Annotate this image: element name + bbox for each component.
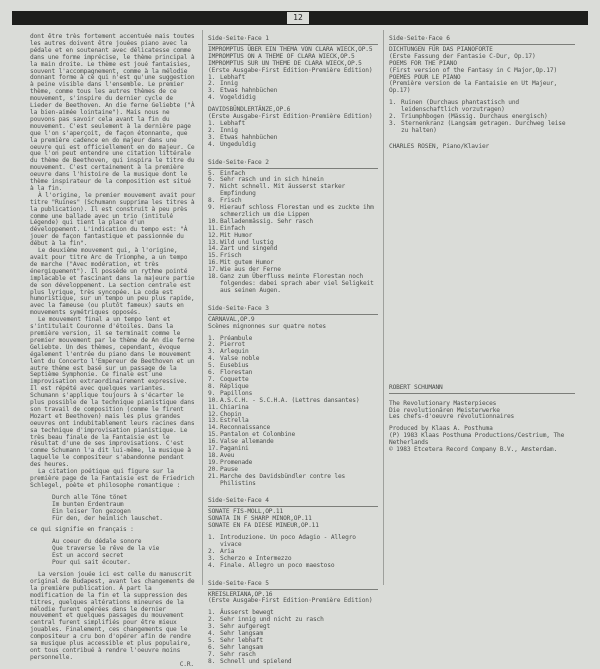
track-title: Sehr lebhaft [220, 636, 263, 644]
track-title: Réplique [220, 382, 249, 390]
track-list [208, 610, 378, 665]
track-title: Etwas hahnbüchen [220, 87, 278, 95]
series-title: Die revolutionären Meisterwerke [389, 406, 500, 414]
poem-line: Durch alle Töne tönet [52, 493, 128, 501]
track-title: Pause [220, 465, 238, 473]
tracklist-column [208, 34, 378, 666]
producer-credit: Produced by Klaas A. Posthuma [389, 425, 493, 433]
work-subtitle: (Première version de la Fantaisie en Ut Majeur, Op.17) [389, 80, 558, 95]
track-row [208, 659, 378, 666]
work-subtitle: (Erste Ausgabe·First Edition·Première Edition) [208, 113, 373, 121]
track-row [389, 121, 575, 135]
track-title: Lebhaft [220, 73, 246, 81]
poem-line: Que traverse le rêve de la vie [52, 545, 160, 553]
track-list [208, 336, 378, 488]
track-title: Sehr rasch [220, 650, 256, 658]
work-title: SONATE EN FA DIESE MINEUR,OP.11 [208, 522, 319, 530]
track-number: 6. [208, 176, 216, 184]
track-row [208, 638, 378, 645]
track-title: Aria [220, 547, 235, 555]
track-list [208, 171, 378, 295]
series-title: The Revolutionary Masterpieces [389, 399, 497, 407]
track-title: Innig [220, 126, 238, 134]
track-number: 4. [208, 140, 216, 148]
track-title: Hierauf schloss Florestan und es zuckte ihm schmerzlich um die Lippen [220, 204, 374, 218]
side-header: Side·Seite·Face 2 [208, 160, 378, 169]
track-title: Sehr langsam [220, 630, 263, 638]
work-subtitle: (Erste Ausgabe·First Edition·Première Edition) [208, 597, 373, 605]
track-number: 2. [389, 113, 397, 121]
track-title: Ungeduldig [220, 140, 256, 148]
track-number: 7. [208, 650, 216, 658]
track-row [208, 95, 378, 102]
track-title: Triumphbogen (Mässig. Durchaus energisch) [401, 113, 548, 121]
track-title: Sternenkranz (Langsam getragen. Durchweg leise zu halten) [401, 119, 566, 134]
track-title: Florestan [220, 369, 253, 377]
track-number: 3. [208, 87, 216, 95]
track-number: 1. [208, 334, 216, 342]
track-title: Introduzione. Un poco Adagio - Allegro vivace [220, 534, 356, 548]
track-row [208, 142, 378, 149]
work-title: IMPROMPTUS ÜBER EIN THEMA VON CLARA WIECK,OP.5 [208, 45, 373, 53]
work-title: DAVIDSBÜNDLERTÄNZE,OP.6 [208, 106, 291, 114]
track-number: 2. [208, 80, 216, 88]
track-number: 11. [208, 224, 219, 232]
phonogram-copyright: (P) 1983 Klaas Posthuma Productions/Cestrium, The Netherlands [389, 432, 565, 447]
track-title: Zart und singend [220, 245, 278, 253]
track-number: 17. [208, 445, 219, 453]
track-title: Sehr rasch und in sich hinein [220, 176, 324, 184]
track-title: Pantalon et Colombine [220, 431, 296, 439]
track-title: Papillons [220, 389, 253, 397]
track-number: 13. [208, 417, 219, 425]
track-title: Valse noble [220, 355, 260, 363]
notes-paragraph: Le deuxième mouvement qui, à l'origine, avait pour titre Arc de Triomphe, a un tempo de marche ("Avec modération, et très énergiquement"). Il possède un rythme pointé implacable et fascinant dans la majeure partie de son développement. La section centrale est plus lyrique, très syncopée. La coda est humoristique, sur un tempo un peu plus rapide, avec la fameuse (ou plutôt fameux) sauts en mouvements symétriques opposés. [30, 247, 195, 317]
track-title: Estrella [220, 417, 249, 425]
notes-paragraph: À l'origine, le premier mouvement avait pour titre "Ruines" (Schumann supprima les titres à la publication). Il est construit à peu près comme une ballade avec un trio (intitulé Légende) qui tient la place d'un développement. L'indication du tempo est: "À jouer de façon fantastique et passionnée du début à la fin". [30, 191, 196, 248]
track-number: 13. [208, 238, 219, 246]
poem-line: Pour qui sait écouter. [52, 559, 131, 567]
track-title: Sehr aufgeregt [220, 623, 271, 631]
track-number: 10. [208, 217, 219, 225]
track-number: 3. [389, 119, 397, 127]
work-title: IMPROMPTUS ON A THEME OF CLARA WIECK,OP.5 [208, 52, 355, 60]
track-number: 4. [208, 561, 216, 569]
track-number: 2. [208, 616, 216, 624]
track-title: Coquette [220, 375, 249, 383]
work-title: DICHTUNGEN FÜR DAS PIANOFORTE [389, 45, 493, 53]
poem-line: Für den, der heimlich lauschet. [52, 514, 163, 522]
track-number: 4. [208, 94, 216, 102]
track-title: Einfach [220, 169, 246, 177]
work-subtitle: Scènes mignonnes sur quatre notes [208, 322, 326, 330]
performer-credit: CHARLES ROSEN, Piano/Klavier [389, 142, 490, 150]
track-title: Arlequin [220, 348, 249, 356]
track-title: Finale. Allegro un poco maestoso [220, 561, 335, 569]
track-title: Innig [220, 80, 238, 88]
track-number: 3. [208, 623, 216, 631]
track-number: 18. [208, 451, 219, 459]
track-title: Mit gutem Humor [220, 259, 274, 267]
work-subtitle: (Erste Fassung der Fantasie C-Dur, Op.17) [389, 52, 536, 60]
track-number: 8. [208, 197, 216, 205]
series-title: Les chefs-d'oeuvre révolutionnaires [389, 413, 515, 421]
track-row [208, 645, 378, 652]
track-number: 2. [208, 547, 216, 555]
track-number: 16. [208, 438, 219, 446]
track-number: 3. [208, 133, 216, 141]
track-number: 2. [208, 341, 216, 349]
track-title: Chopin [220, 410, 242, 418]
track-row [208, 535, 378, 549]
track-title: Sehr langsam [220, 643, 263, 651]
track-title: Ruinen (Durchaus phantastisch und leidenschaftlich vorzutragen) [401, 99, 519, 114]
work-title: SONATA IN F SHARP MINOR,OP.11 [208, 515, 312, 523]
track-title: Schnell und spielend [220, 657, 292, 665]
track-title: Pierrot [220, 341, 246, 349]
side-header: Side·Seite·Face 4 [208, 498, 378, 507]
track-row [208, 617, 378, 624]
track-number: 3. [208, 348, 216, 356]
track-title: Mit Humor [220, 231, 253, 239]
track-number: 1. [208, 609, 216, 617]
track-number: 16. [208, 259, 219, 267]
copyright-notice: © 1983 Etcetera Record Company B.V., Amsterdam. [389, 446, 558, 454]
track-title: Valse allemande [220, 438, 274, 446]
side-header: Side·Seite·Face 5 [208, 581, 378, 590]
track-number: 6. [208, 369, 216, 377]
track-title: Préambule [220, 334, 253, 342]
track-title: Vogeldidig [220, 94, 256, 102]
composer-name: ROBERT SCHUMANN [389, 385, 575, 394]
track-number: 11. [208, 403, 219, 411]
track-title: Lebhaft [220, 119, 246, 127]
track-number: 2. [208, 126, 216, 134]
track-number: 1. [389, 99, 397, 107]
track-number: 5. [208, 636, 216, 644]
track-row [208, 610, 378, 617]
track-number: 20. [208, 465, 219, 473]
track-title: Chiarina [220, 403, 249, 411]
track-title: Äusserst bewegt [220, 609, 274, 617]
track-number: 5. [208, 362, 216, 370]
track-number: 9. [208, 389, 216, 397]
liner-notes-column [30, 34, 198, 669]
track-list [208, 535, 378, 570]
track-row [208, 184, 378, 198]
column-divider-1 [202, 30, 203, 585]
track-number: 17. [208, 266, 219, 274]
track-number: 7. [208, 183, 216, 191]
page-number: 12 [286, 11, 310, 25]
track-title: Ganz zum Überfluss meinte Florestan noch folgendes: dabei sprach aber viel Seligkeit aus seinen Augen. [220, 273, 374, 294]
track-title: Frisch [220, 197, 242, 205]
poem-german [30, 495, 198, 523]
track-number: 7. [208, 375, 216, 383]
track-number: 1. [208, 534, 216, 542]
track-number: 15. [208, 431, 219, 439]
track-row [208, 274, 378, 295]
track-title: Reconnaissance [220, 424, 271, 432]
track-row [208, 205, 378, 219]
poem-line: Ein leiser Ton gezogen [52, 507, 131, 515]
track-number: 1. [208, 73, 216, 81]
work-title: POEMS FOR THE PIANO [389, 59, 457, 67]
track-list [389, 100, 575, 135]
notes-paragraph: Le mouvement final a un tempo lent et s'intitulait Couronne d'étoiles. Dans la première version, il se terminait comme le premier mouvement par le thème de An die ferne Geliebte. Un des thèmes, cependant, évoque également l'entrée du piano dans le mouvement lent du Concerto l'Empereur de Beethoven et un autre thème est basé sur un passage de la Septième Symphonie. Ce finale est une improvisation extraordinairement expressive. Il est répété avec quelques variantes. Schumann s'applique toujours à s'écarter le plus possible de la technique pianistique dans son travail de composition (comme le firent Mozart et Beethoven) mais les plus grandes oeuvres ont indubitablement leurs racines dans sa technique d'improvisation pianistique. Le très beau finale de la Fantaisie est le résultat d'une de ses improvisations. C'est comme Schumann l'a dit lui-même, la musique à laquelle le compositeur s'abandonne pendant des heures. [30, 316, 195, 469]
track-title: Wie aus der Ferne [220, 266, 281, 274]
work-subtitle: (First version of the Fantasy in C Major,Op.17) [389, 66, 558, 74]
track-number: 8. [208, 657, 216, 665]
track-number: 10. [208, 396, 219, 404]
track-number: 14. [208, 424, 219, 432]
track-row [208, 563, 378, 570]
work-title: SONATE FIS-MOLL,OP.11 [208, 508, 284, 516]
work-subtitle: (Erste Ausgabe·First Edition·Première Edition) [208, 66, 373, 74]
track-number: 12. [208, 410, 219, 418]
side-header: Side·Seite·Face 3 [208, 306, 378, 315]
track-title: Wild und lustig [220, 238, 274, 246]
poem-french [30, 539, 198, 567]
track-title: Aveu [220, 451, 235, 459]
track-number: 14. [208, 245, 219, 253]
work-title: IMPROMPTUS SUR UN THEME DE CLARA WIECK,OP.5 [208, 59, 362, 67]
track-title: Nicht schnell. Mit äusserst starker Empfindung [220, 183, 346, 198]
track-row [389, 100, 575, 114]
work-title: POEMES POUR LE PIANO [389, 73, 461, 81]
track-number: 4. [208, 630, 216, 638]
track-title: Eusebius [220, 362, 249, 370]
track-title: Einfach [220, 224, 246, 232]
side-header: Side·Seite·Face 6 [389, 36, 575, 45]
track-title: Frisch [220, 252, 242, 260]
notes-paragraph: dont être très fortement accentuée mais toutes les autres doivent être jouées piano avec la pédale et en soutenant avec délicatesse comme dans une forme imprécise, le thème principal à la main droite. Le thème est joué fantaisies, souvent l'accompagnement, comme à la mélodie donnant forme à ce qui n'est qu'une suggestion à peine visible dans l'ensemble. Le premier thème, comme tous les autres thèmes de ce mouvement, s'inspire du dernier cycle de Lieder de Beethoven. An die ferne Geliebte ("À la bien-aimée lointaine"). Mais nous ne pouvons pas savoir cela avant la fin du mouvement. C'est seulement à la dernière page que l'on s'aperçoit, de façon étonnante, que la première cadence en do majeur dans une oeuvre qui est officiellement en do majeur. Ce que l'on peut entendre une citation littérale du thème de Beethoven, qui inspira le titre du mouvement. C'est certainement à la première oeuvre dans l'histoire de la musique dont le thème inspirateur de la composition est situé à la fin. [30, 33, 195, 192]
track-number: 15. [208, 252, 219, 260]
poem-line: Au coeur du dédale sonore [52, 538, 142, 546]
track-number: 5. [208, 169, 216, 177]
work-title: CARNAVAL,OP.9 [208, 315, 255, 323]
track-number: 3. [208, 554, 216, 562]
track-row [208, 624, 378, 631]
work-title: KREISLERIANA,OP.16 [208, 590, 273, 598]
poem-line: Im bunten Erdentraum [52, 500, 124, 508]
track-title: A.S.C.H. - S.C.H.A. (Lettres dansantes) [220, 396, 360, 404]
track-title: Etwas hahnbüchen [220, 133, 278, 141]
column-divider-2 [383, 30, 384, 585]
track-row [208, 474, 378, 488]
track-number: 6. [208, 643, 216, 651]
translation-intro: ce qui signifie en français : [30, 526, 134, 534]
track-row [208, 652, 378, 659]
tracklist-credits-column [389, 34, 575, 454]
track-title: Balladenmässig. Sehr rasch [220, 217, 313, 225]
side-header: Side·Seite·Face 1 [208, 36, 378, 45]
poem-line: Est un accord secret [52, 552, 124, 560]
track-number: 8. [208, 382, 216, 390]
author-signature: C.R. [179, 660, 194, 668]
track-number: 19. [208, 458, 219, 466]
track-number: 21. [208, 472, 219, 480]
track-title: Scherzo e Intermezzo [220, 554, 292, 562]
track-title: Promenade [220, 458, 253, 466]
track-number: 12. [208, 231, 219, 239]
track-number: 18. [208, 273, 219, 281]
track-row [208, 631, 378, 638]
notes-closing-paragraph: La version jouée ici est celle du manuscrit original de Budapest, avant les changements de la première publication. À part la modification de la fin et la suppression des titres, quelques altérations mineures de la mélodie furent opérées dans le dernier mouvement et quelques passages du mouvement central furent simplifiés pour être mieux jouables. Finalement, ces changements que le compositeur a cru bon d'opérer afin de rendre sa musique plus accessible et plus populaire, ont tous contribué à rendre l'oeuvre moins personnelle. [30, 570, 195, 661]
track-title: Sehr innig und nicht zu rasch [220, 616, 324, 624]
track-number: 4. [208, 355, 216, 363]
track-number: 1. [208, 119, 216, 127]
track-title: Paganini [220, 445, 249, 453]
track-number: 9. [208, 204, 216, 212]
track-title: Marche des Davidsbündler contre les Philistins [220, 472, 346, 487]
notes-paragraph: La citation poétique qui figure sur la première page de la Fantaisie est de Friedrich Schlegel, poète et philosophe romantique : [30, 468, 195, 489]
